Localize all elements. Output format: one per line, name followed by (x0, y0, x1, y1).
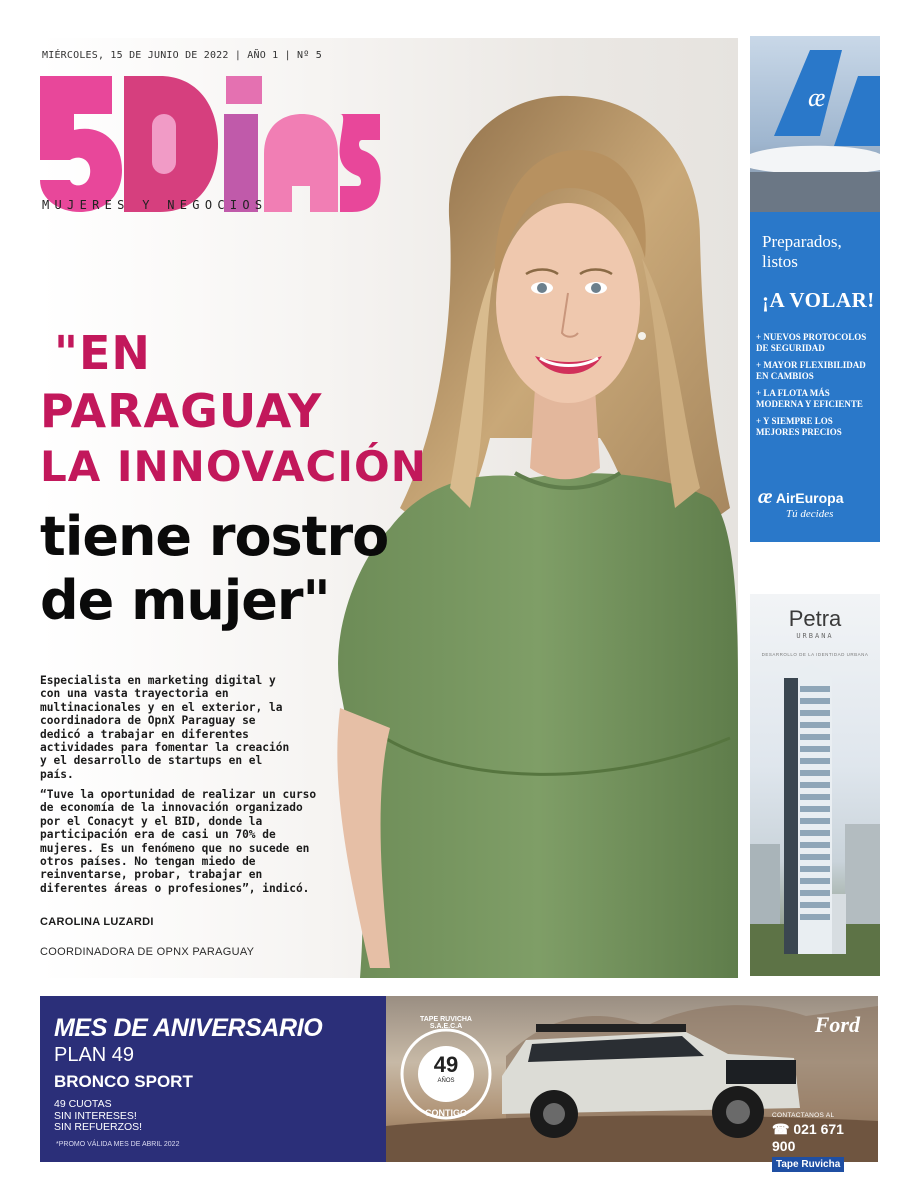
ad-ford-bronco[interactable] (40, 996, 878, 1170)
air-ad-bullet: + LA FLOTA MÁS MODERNA Y EFICIENTE (756, 388, 863, 409)
air-ad-headline: Preparados, listos (762, 232, 842, 271)
ford-dealer: Tape Ruvicha (772, 1157, 844, 1172)
ford-ad-contact (772, 1112, 862, 1172)
airline-logo-icon: æ (758, 486, 773, 508)
headline-line-4: tiene rostro (40, 505, 389, 568)
air-ad-bullet: + MAYOR FLEXIBILIDAD EN CAMBIOS (756, 360, 866, 381)
headline-line-2: PARAGUAY (40, 384, 323, 438)
ad-air-europa[interactable] (750, 36, 880, 582)
airplane-icon (750, 36, 880, 212)
seal-sub: AÑOS (437, 1078, 455, 1084)
air-ad-cta: ¡A VOLAR! (762, 288, 875, 312)
masthead-tagline: MUJERES Y NEGOCIOS (42, 198, 268, 212)
air-ad-slogan: Tú decides (786, 508, 834, 520)
ford-ad-fineprint: *PROMO VÁLIDA MES DE ABRIL 2022 (56, 1141, 180, 1148)
ad-petra-urbana[interactable] (750, 594, 880, 976)
seal-top-text: TAPE RUVICHA S.A.E.C.A (420, 1016, 472, 1030)
article-author: CAROLINA LUZARDI (40, 916, 154, 928)
ford-contact-label: CONTACTANOS AL (772, 1112, 835, 1119)
air-ad-bullets (756, 332, 878, 444)
air-ad-footer (750, 541, 880, 582)
svg-text:æ: æ (808, 83, 826, 112)
ford-phone-number: 021 671 900 (772, 1121, 844, 1154)
ford-ad-text-panel (40, 996, 386, 1162)
seal-number: 49 (433, 1052, 459, 1077)
ford-ad-offer (54, 1099, 254, 1134)
petra-sub: URBANA (796, 632, 834, 640)
air-ad-photo (750, 36, 880, 212)
ford-ad-offer-line: 49 CUOTAS (54, 1098, 112, 1110)
headline (40, 326, 560, 638)
petra-brand: Petra (788, 606, 842, 631)
air-ad-bullet: + NUEVOS PROTOCOLOS DE SEGURIDAD (756, 332, 867, 353)
air-ad-bullet: + Y SIEMPRE LOS MEJORES PRECIOS (756, 416, 842, 437)
dateline: MIÉRCOLES, 15 DE JUNIO DE 2022 | AÑO 1 | Nº 5 (42, 50, 322, 61)
article-author-role: COORDINADORA DE OPNX PARAGUAY (40, 946, 255, 958)
ford-ad-model: BRONCO SPORT (54, 1072, 193, 1091)
article-intro: Especialista en marketing digital y con una vasta trayectoria en multinacionales y en el exterior, la coordinadora de OpnX Paraguay se dedicó a trabajar en diferentes actividades para fomentar la creación y el desarrollo de startups en el país. (40, 674, 290, 781)
petra-tagline: DESARROLLO DE LA IDENTIDAD URBANA (761, 652, 869, 657)
ford-ad-plan: PLAN 49 (54, 1044, 135, 1066)
air-ad-brand (758, 486, 844, 509)
ford-logo: Ford (814, 1012, 860, 1037)
phone-icon: ☎ (772, 1121, 790, 1137)
headline-line-3: LA INNOVACIÓN (40, 442, 427, 491)
article-quote: “Tuve la oportunidad de realizar un curso de economía de la innovación organizado por el Conacyt y el BID, donde la participación era de casi un 70% de mujeres. Es un fenómeno que no sucede en otros países. No tengan miedo de reinventarse, probar, trabajar en diferentes áreas o profesiones”, indicó. (40, 788, 317, 895)
ford-ad-photo (386, 996, 878, 1170)
cover-page (40, 38, 738, 978)
tower-building-icon (750, 594, 880, 976)
headline-line-1: "EN (54, 326, 151, 380)
ford-phone (772, 1121, 862, 1154)
seal-bottom-text: CONTIGO (425, 1108, 467, 1118)
headline-line-5: de mujer" (40, 569, 330, 632)
ford-ad-title: MES DE ANIVERSARIO (54, 1014, 323, 1042)
ford-ad-offer-line: SIN REFUERZOS! (54, 1121, 143, 1133)
air-ad-brand-name: AirEuropa (775, 490, 844, 506)
ford-ad-offer-line: SIN INTERESES! (54, 1109, 137, 1122)
